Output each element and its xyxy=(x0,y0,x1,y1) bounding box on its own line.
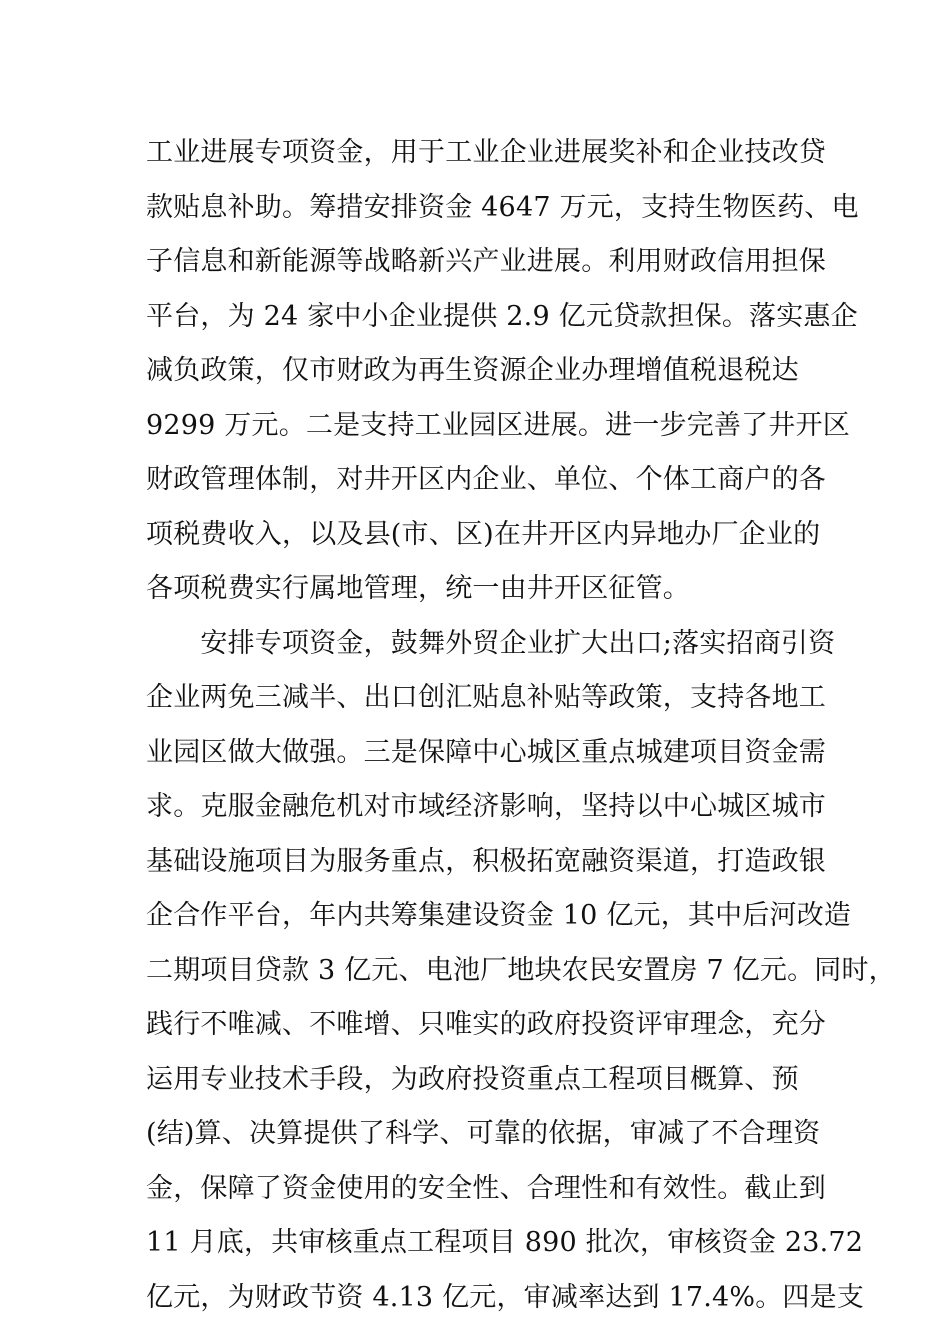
text-line: (结)算、决算提供了科学、可靠的依据，审减了不合理资 xyxy=(146,1118,821,1149)
text-line: 安排专项资金，鼓舞外贸企业扩大出口;落实招商引资 xyxy=(146,627,836,659)
text-line: 各项税费实行属地管理，统一由井开区征管。 xyxy=(146,573,690,604)
text-line: 子信息和新能源等战略新兴产业进展。利用财政信用担保 xyxy=(146,246,826,277)
text-line: 二期项目贷款 3 亿元、电池厂地块农民安置房 7 亿元。同时， xyxy=(146,954,896,986)
text-line: 企业两免三减半、出口创汇贴息补贴等政策，支持各地工 xyxy=(146,682,826,713)
text-line: 亿元，为财政节资 4.13 亿元，审减率达到 17.4%。四是支 xyxy=(146,1281,865,1313)
text-line: 运用专业技术手段，为政府投资重点工程项目概算、预 xyxy=(146,1063,799,1095)
body-text xyxy=(146,126,896,1325)
text-line: 项税费收入，以及县(市、区)在井开区内异地办厂企业的 xyxy=(146,518,821,550)
text-line: 11 月底，共审核重点工程项目 890 批次，审核资金 23.72 xyxy=(146,1227,864,1258)
text-line: 基础设施项目为服务重点，积极拓宽融资渠道，打造政银 xyxy=(146,845,826,877)
text-line: 减负政策，仅市财政为再生资源企业办理增值税退税达 xyxy=(146,355,799,386)
text-line: 财政管理体制，对井开区内企业、单位、个体工商户的各 xyxy=(146,464,826,495)
text-line: 企合作平台，年内共筹集建设资金 10 亿元，其中后河改造 xyxy=(146,900,852,931)
text-line: 9299 万元。二是支持工业园区进展。进一步完善了井开区 xyxy=(146,409,850,441)
text-line: 平台，为 24 家中小企业提供 2.9 亿元贷款担保。落实惠企 xyxy=(146,300,858,332)
text-line: 款贴息补助。筹措安排资金 4647 万元，支持生物医药、电 xyxy=(146,191,859,223)
text-line: 求。克服金融危机对市域经济影响，坚持以中心城区城市 xyxy=(146,791,826,822)
text-line: 工业进展专项资金，用于工业企业进展奖补和企业技改贷 xyxy=(146,137,826,168)
text-line: 业园区做大做强。三是保障中心城区重点城建项目资金需 xyxy=(146,736,826,768)
text-line: 践行不唯减、不唯增、只唯实的政府投资评审理念，充分 xyxy=(146,1009,826,1040)
text-line: 金，保障了资金使用的安全性、合理性和有效性。截止到 xyxy=(146,1172,826,1204)
